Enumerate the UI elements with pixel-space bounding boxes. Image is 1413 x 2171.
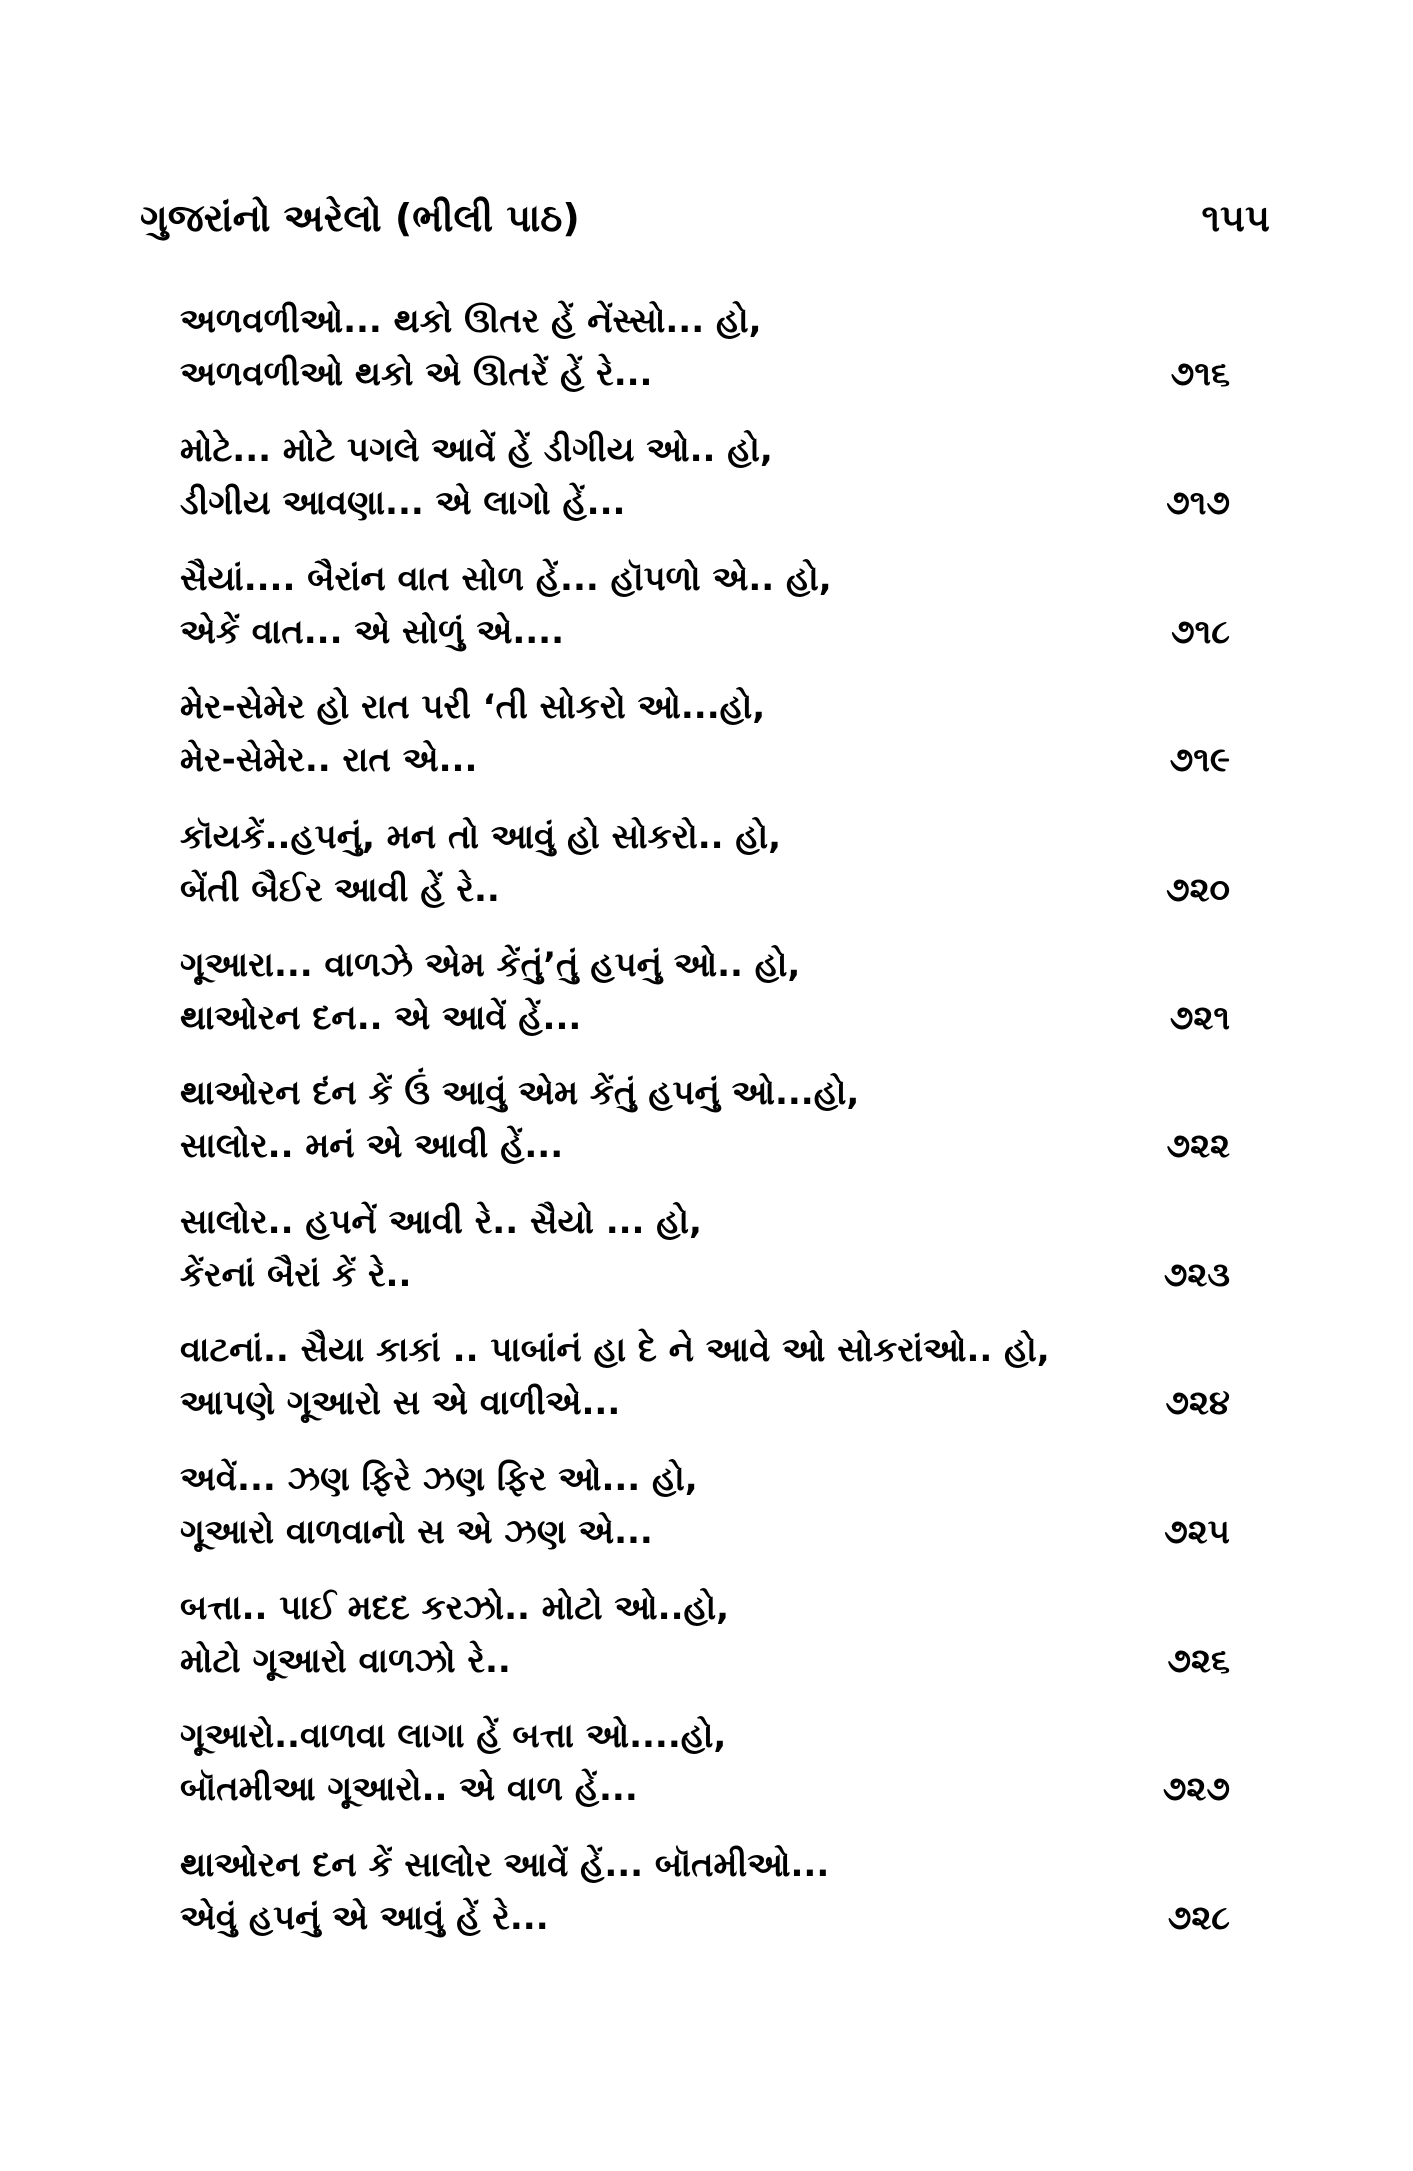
page-number: ૧૫૫ [1201, 196, 1270, 240]
verse-number: ૭૨૬ [1167, 1641, 1230, 1681]
verse-number: ૭૨૩ [1163, 1255, 1230, 1295]
stanza-720 [180, 814, 1230, 914]
verse-number: ૭૧૭ [1166, 483, 1230, 523]
stanza-718 [180, 556, 1230, 656]
stanza-726 [180, 1585, 1230, 1685]
verse-line: કેંરનાં બૈરાં કેં રે.. [180, 1255, 412, 1295]
verse-line: ડીગીય આવણા... એ લાગો હેં... [180, 483, 626, 523]
stanza-727 [180, 1713, 1230, 1813]
running-head [140, 196, 1270, 256]
verse-number: ૭૨૪ [1165, 1383, 1230, 1423]
verse-line: ગૂઆરો વાળવાનો સ એ ઝણ એ... [180, 1512, 653, 1552]
verse-line: અવેં... ઝણ ફિરે ઝણ ફિર ઓ... હો, [180, 1459, 698, 1499]
stanza-722 [180, 1070, 1230, 1170]
stanza-725 [180, 1456, 1230, 1556]
verse-number: ૭૨૦ [1165, 870, 1230, 910]
stanza-723 [180, 1199, 1230, 1299]
stanza-716 [180, 298, 1230, 398]
verse-line: થાઓરન દંન કેં ઉં આવું એમ કેંતું હપનું ઓ...હો, [180, 1073, 860, 1113]
verse-line: સાલોર.. હપનેં આવી રે.. સૈયો ... હો, [180, 1202, 702, 1242]
verse-line: આપણે ગૂઆરો સ એ વાળીએ... [180, 1383, 621, 1423]
verse-line: મોટે... મોટે પગલે આવેં હેં ડીગીય ઓ.. હો, [180, 430, 773, 470]
verse-line: થાઓરન દન.. એ આવેં હેં... [180, 998, 582, 1038]
stanza-717 [180, 427, 1230, 527]
running-title: ગુજરાંનો અરેલો (ભીલી પાઠ) [140, 196, 580, 240]
verse-number: ૭૧૬ [1170, 354, 1230, 394]
verse-line: મેર-સેમેર.. રાત એ... [180, 740, 478, 780]
verse-line: સાલોર.. મનં એ આવી હેં... [180, 1126, 564, 1166]
verse-line: ગૂઆરા... વાળઝે એમ કેંતું’તું હપનું ઓ.. હો, [180, 945, 801, 985]
verse-number: ૭૨૮ [1167, 1898, 1230, 1938]
verse-line: ગૂઆરો..વાળવા લાગા હેં બત્તા ઓ....હો, [180, 1716, 727, 1756]
verse-line: સૈયાં.... બૈરાંન વાત સોળ હેં... હૉપળો એ.. હો, [180, 559, 832, 599]
verse-number: ૭૨૨ [1166, 1126, 1230, 1166]
verse-line: બૉતમીઆ ગૂઆરો.. એ વાળ હેં... [180, 1769, 638, 1809]
verse-number: ૭૨૫ [1164, 1512, 1230, 1552]
verse-line: મેર-સેમેર હો રાત પરી ‘તી સોકરો ઓ...હો, [180, 687, 766, 727]
stanza-721 [180, 942, 1230, 1042]
verse-line: એકેં વાત... એ સોળું એ.... [180, 612, 564, 652]
verse-number: ૭૨૧ [1169, 998, 1230, 1038]
verse-line: બત્તા.. પાઈ મદદ કરઝો.. મોટો ઓ..હો, [180, 1588, 730, 1628]
verse-line: એવું હપનું એ આવું હેં રે... [180, 1898, 549, 1938]
verse-line: અળવળીઓ... થકો ઊતર હેં નેંસ્સો... હો, [180, 301, 762, 341]
verse-line: અળવળીઓ થકો એ ઊતરેં હેં રે... [180, 354, 653, 394]
verse-number: ૭૨૭ [1162, 1769, 1230, 1809]
stanza-724 [180, 1327, 1230, 1427]
verse-line: થાઓરન દન કેં સાલોર આવેં હેં... બૉતમીઓ... [180, 1845, 830, 1885]
verse-line: મોટો ગૂઆરો વાળઝો રે.. [180, 1641, 511, 1681]
verse-line: કૉયકેં..હપનું, મન તો આવું હો સોકરો.. હો, [180, 817, 781, 857]
stanza-719 [180, 684, 1230, 784]
stanza-728 [180, 1842, 1230, 1942]
verse-number: ૭૧૯ [1169, 740, 1230, 780]
verse-line: બેંતી બૈઈર આવી હેં રે.. [180, 870, 500, 910]
verse-number: ૭૧૮ [1171, 612, 1230, 652]
verse-line: વાટનાં.. સૈયા કાકાં .. પાબાંનં હા દે ને આવે ઓ સોકરાંઓ.. હો, [180, 1330, 1050, 1370]
